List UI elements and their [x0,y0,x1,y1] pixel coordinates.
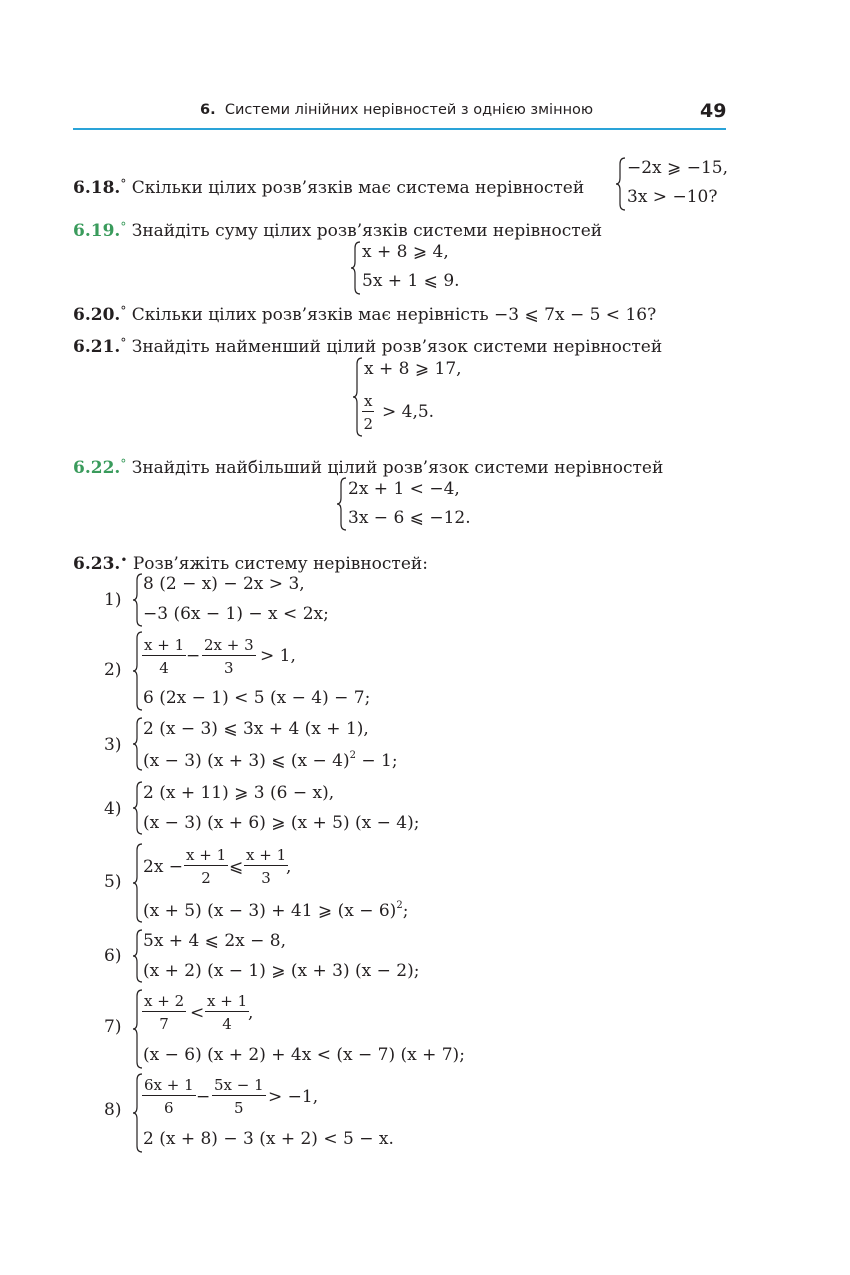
fraction [142,992,186,1033]
inequality-line: 2x + 1 < −4, [348,479,460,499]
inequality-line: −3 (6x − 1) − x < 2x; [143,604,329,624]
inequality-line: 6 (2x − 1) < 5 (x − 4) − 7; [143,688,371,708]
inequality-line: 2 (x + 11) ⩾ 3 (6 − x), [143,783,335,803]
numerator: 5x − 1 [214,1076,264,1094]
inequality-line: > 4,5. [382,402,435,422]
numerator: x + 1 [144,636,185,654]
expression: 2x − [143,857,184,877]
difficulty-mark: ° [120,336,127,350]
problem-number: 6.23. [73,554,121,574]
difficulty-mark: ° [120,457,127,471]
problem-6-19 [73,217,602,241]
problem-text: Знайдіть суму цілих розв’язків системи нерівностей [131,221,603,241]
problem-number: 6.22. [73,458,121,478]
item-label: 4) [104,799,122,819]
item-label: 5) [104,872,122,892]
system-6-22 [336,476,476,532]
problem-6-22 [73,454,663,478]
denominator: 2 [201,869,211,887]
brace-icon [336,476,348,532]
inequality-line: 3x > −10? [627,187,718,207]
operator: − [196,1087,211,1107]
operator: < [190,1003,205,1023]
inequality-line: (x − 3) (x + 6) ⩾ (x + 5) (x − 4); [143,813,420,833]
expression: (x + 5) (x − 3) + 41 ⩾ (x − 6) [143,901,397,921]
expression: − 1; [356,751,398,771]
denominator: 4 [222,1015,232,1033]
problem-text: Скільки цілих розв’язків має система нерівностей [131,178,585,198]
inequality-line [143,900,408,921]
difficulty-mark: • [120,553,128,567]
brace-icon [615,156,627,212]
operator: − [186,646,201,666]
denominator: 2 [363,415,373,433]
problem-text: Розв’яжіть систему нерівностей: [132,554,428,574]
page-number: 49 [700,100,727,122]
system-6-21 [352,356,472,438]
fraction [244,846,288,887]
item-label: 7) [104,1017,122,1037]
system-item-5 [132,842,452,924]
inequality-line: (x − 6) (x + 2) + 4x < (x − 7) (x + 7); [143,1045,465,1065]
punctuation: , [286,857,292,877]
fraction [205,992,249,1033]
expression: (x − 3) (x + 3) ⩽ (x − 4) [143,751,350,771]
inequality-line: 2 (x + 8) − 3 (x + 2) < 5 − x. [143,1129,394,1149]
expression: ; [402,901,409,921]
system-6-18 [615,156,728,212]
difficulty-mark: ° [120,220,127,234]
numerator: 2x + 3 [204,636,254,654]
system-item-7 [132,988,472,1070]
difficulty-mark: ° [120,304,127,318]
item-label: 1) [104,590,122,610]
system-6-19 [350,240,460,296]
inequality-line: 8 (2 − x) − 2x > 3, [143,574,305,594]
fraction [142,636,186,677]
problem-text: Скільки цілих розв’язків має нерівність −3 ⩽ 7x − 5 < 16? [131,305,657,325]
fraction [184,846,228,887]
item-label: 8) [104,1100,122,1120]
system-item-6 [132,928,452,984]
inequality-line: x + 8 ⩾ 17, [364,359,462,379]
denominator: 7 [159,1015,169,1033]
system-item-2 [132,630,432,712]
problem-text: Знайдіть найбільший цілий розв’язок системи нерівностей [131,458,664,478]
inequality-line: 2 (x − 3) ⩽ 3x + 4 (x + 1), [143,719,369,739]
punctuation: , [248,1003,254,1023]
numerator: x + 1 [186,846,227,864]
problem-number: 6.19. [73,221,121,241]
problem-6-23 [73,550,428,574]
problem-number: 6.18. [73,178,121,198]
chapter-title: Системи лінійних нерівностей з однією змінною [224,102,594,118]
denominator: 6 [164,1099,174,1117]
system-item-8 [132,1072,452,1154]
problem-6-18 [73,174,584,198]
numerator: x [364,392,373,410]
system-item-3 [132,716,452,772]
denominator: 3 [224,659,234,677]
problem-6-21 [73,333,662,357]
denominator: 3 [261,869,271,887]
fraction [362,392,374,433]
problem-number: 6.20. [73,305,121,325]
item-label: 3) [104,735,122,755]
inequality-line: x + 8 ⩾ 4, [362,242,449,262]
fraction [212,1076,266,1117]
difficulty-mark: ° [120,177,127,191]
numerator: x + 1 [207,992,248,1010]
fraction [202,636,256,677]
inequality-line: 5x + 4 ⩽ 2x − 8, [143,931,286,951]
inequality-line: > −1, [268,1087,319,1107]
inequality-line: −2x ⩾ −15, [627,158,728,178]
exponent: 2 [396,900,403,911]
item-label: 6) [104,946,122,966]
numerator: x + 2 [144,992,185,1010]
inequality-line: 5x + 1 ⩽ 9. [362,271,460,291]
inequality-line: > 1, [260,646,296,666]
system-item-4 [132,780,452,836]
inequality-line: 3x − 6 ⩽ −12. [348,508,471,528]
denominator: 5 [234,1099,244,1117]
header-rule [73,128,726,130]
system-item-1 [132,572,392,628]
brace-icon [350,240,362,296]
problem-6-20 [73,301,656,325]
operator: ⩽ [229,857,244,877]
problem-text: Знайдіть найменший цілий розв’язок системи нерівностей [131,337,663,357]
inequality-line [143,750,398,771]
numerator: 6x + 1 [144,1076,194,1094]
inequality-line: (x + 2) (x − 1) ⩾ (x + 3) (x − 2); [143,961,420,981]
exponent: 2 [349,750,356,761]
chapter-number: 6. [200,102,216,118]
problem-number: 6.21. [73,337,121,357]
denominator: 4 [159,659,169,677]
numerator: x + 1 [246,846,287,864]
item-label: 2) [104,660,122,680]
fraction [142,1076,196,1117]
running-header [200,102,593,118]
